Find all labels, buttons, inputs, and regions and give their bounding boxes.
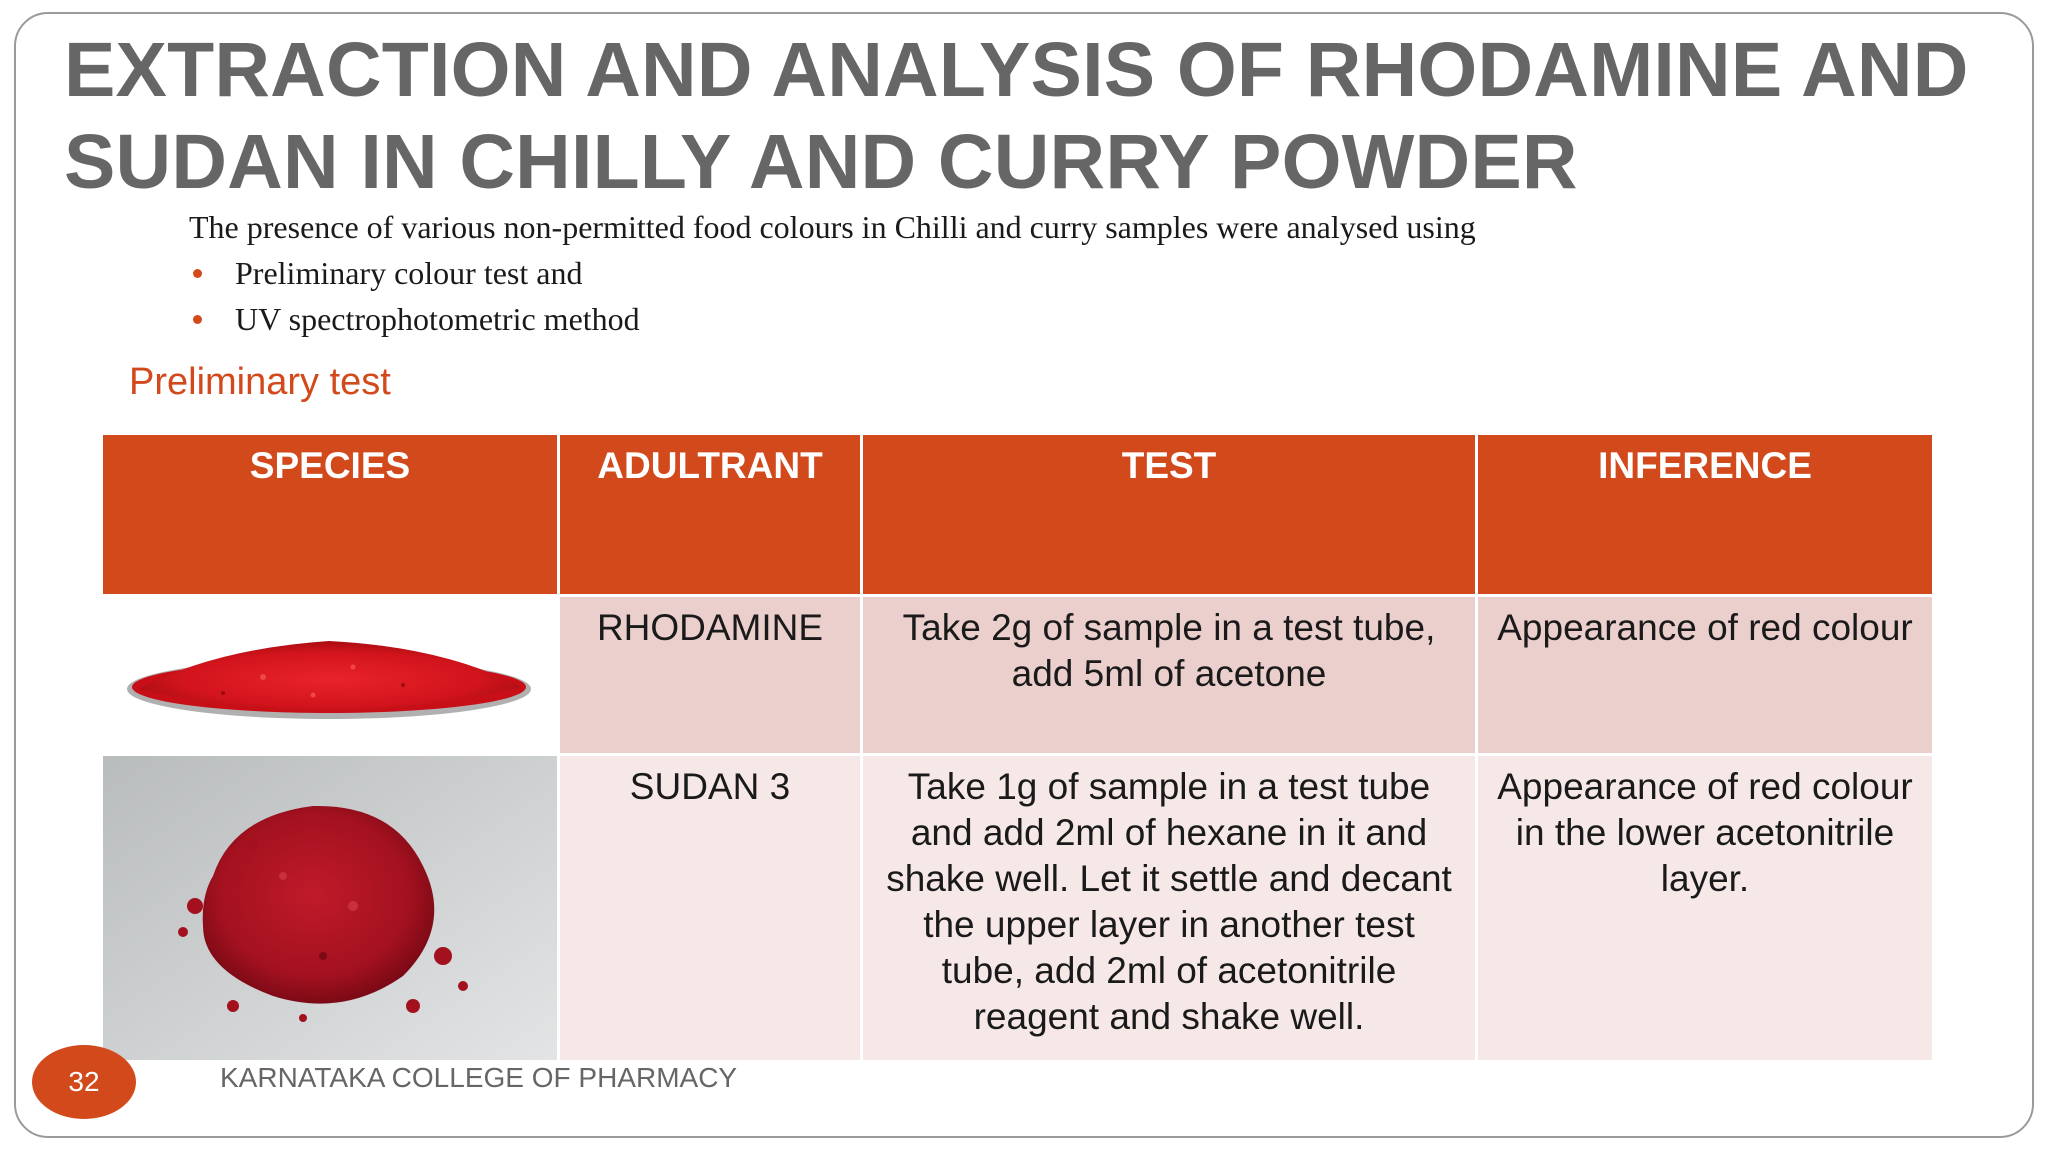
adulterant-cell: RHODAMINE bbox=[560, 597, 860, 753]
table-row bbox=[103, 597, 1932, 753]
species-cell bbox=[103, 597, 557, 753]
page-number-badge: 32 bbox=[32, 1045, 136, 1119]
sudan-powder-image bbox=[103, 756, 557, 1060]
method-label: Preliminary colour test and bbox=[235, 255, 583, 291]
column-header-inference: INFERENCE bbox=[1478, 435, 1932, 594]
footer-text: KARNATAKA COLLEGE OF PHARMACY bbox=[220, 1062, 738, 1093]
table-row bbox=[103, 756, 1932, 1060]
method-list-item bbox=[189, 250, 640, 296]
table-header-row bbox=[103, 435, 1932, 594]
test-cell: Take 2g of sample in a test tube, add 5ml of acetone bbox=[863, 597, 1475, 753]
inference-cell: Appearance of red colour in the lower acetonitrile layer. bbox=[1478, 756, 1932, 1060]
bullet-icon bbox=[193, 315, 202, 324]
intro-text: The presence of various non-permitted food colours in Chilli and curry samples were analysed using bbox=[189, 209, 1476, 245]
bullet-icon bbox=[193, 269, 202, 278]
slide-frame bbox=[14, 12, 2034, 1138]
column-header-test: TEST bbox=[863, 435, 1475, 594]
inference-cell: Appearance of red colour bbox=[1478, 597, 1932, 753]
column-header-species: SPECIES bbox=[103, 435, 557, 594]
method-label: UV spectrophotometric method bbox=[235, 301, 640, 337]
method-list bbox=[189, 250, 640, 342]
preliminary-test-table bbox=[100, 432, 1935, 1063]
method-list-item bbox=[189, 296, 640, 342]
species-cell bbox=[103, 756, 557, 1060]
column-header-adulterant: ADULTRANT bbox=[560, 435, 860, 594]
adulterant-cell: SUDAN 3 bbox=[560, 756, 860, 1060]
rhodamine-powder-image bbox=[103, 597, 557, 753]
slide-title: EXTRACTION AND ANALYSIS OF RHODAMINE AND SUDAN IN CHILLY AND CURRY POWDER bbox=[64, 27, 1969, 205]
test-cell: Take 1g of sample in a test tube and add 2ml of hexane in it and shake well. Let it settle and decant the upper layer in another test tube, add 2ml of acetonitrile reagent and shake well. bbox=[863, 756, 1475, 1060]
section-heading: Preliminary test bbox=[129, 361, 391, 403]
